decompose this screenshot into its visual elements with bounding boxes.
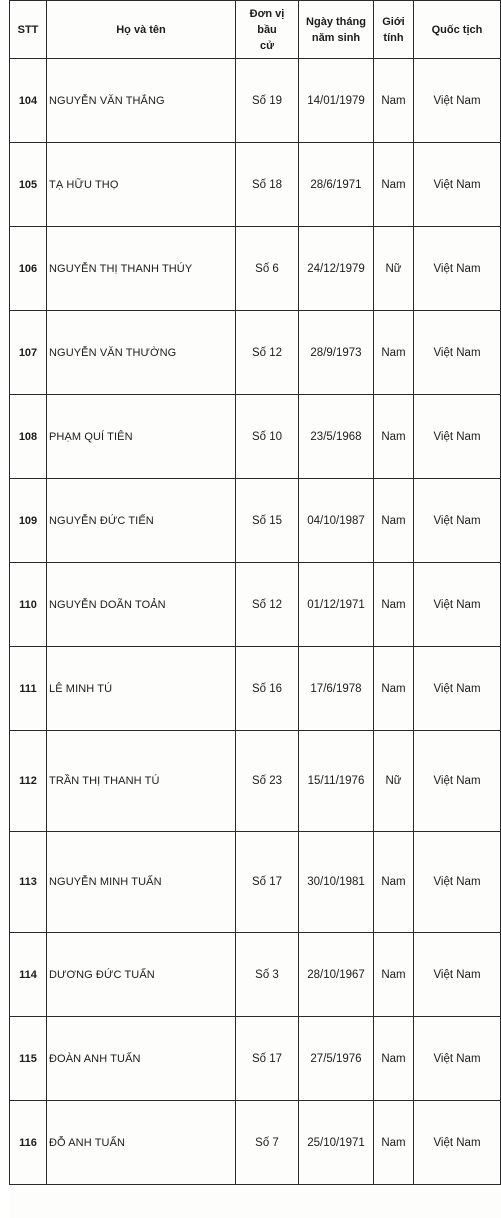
table-row	[10, 563, 501, 647]
cell-dob: 23/5/1968	[299, 395, 374, 479]
cell-unit: Số 7	[236, 1101, 299, 1185]
cell-nation: Việt Nam	[414, 479, 501, 563]
cell-stt: 108	[10, 395, 47, 479]
cell-nation: Việt Nam	[414, 1101, 501, 1185]
cell-unit: Số 23	[236, 731, 299, 832]
cell-dob: 17/6/1978	[299, 647, 374, 731]
cell-stt: 105	[10, 143, 47, 227]
header-unit	[236, 1, 299, 59]
cell-gender: Nam	[374, 647, 414, 731]
document-page	[9, 0, 501, 1218]
cell-nation: Việt Nam	[414, 311, 501, 395]
cell-unit: Số 17	[236, 832, 299, 933]
cell-dob: 25/10/1971	[299, 1101, 374, 1185]
cell-dob: 01/12/1971	[299, 563, 374, 647]
cell-gender: Nữ	[374, 731, 414, 832]
table-row	[10, 1101, 501, 1185]
cell-unit: Số 10	[236, 395, 299, 479]
cell-dob: 24/12/1979	[299, 227, 374, 311]
cell-unit: Số 17	[236, 1017, 299, 1101]
cell-name: ĐOÀN ANH TUẤN	[47, 1017, 236, 1101]
cell-name: TẠ HỮU THỌ	[47, 143, 236, 227]
header-unit-line1: Đơn vị bầu	[249, 7, 285, 36]
header-gender-line1: Giới	[382, 15, 405, 28]
cell-unit: Số 15	[236, 479, 299, 563]
cell-gender: Nam	[374, 1017, 414, 1101]
cell-name: NGUYỄN VĂN THẮNG	[47, 59, 236, 143]
cell-nation: Việt Nam	[414, 731, 501, 832]
candidate-table	[9, 0, 501, 1185]
cell-nation: Việt Nam	[414, 1017, 501, 1101]
cell-stt: 104	[10, 59, 47, 143]
table-row	[10, 933, 501, 1017]
cell-dob: 15/11/1976	[299, 731, 374, 832]
cell-nation: Việt Nam	[414, 59, 501, 143]
cell-gender: Nam	[374, 933, 414, 1017]
cell-dob: 30/10/1981	[299, 832, 374, 933]
cell-stt: 110	[10, 563, 47, 647]
cell-gender: Nam	[374, 479, 414, 563]
table-row	[10, 1017, 501, 1101]
cell-dob: 28/9/1973	[299, 311, 374, 395]
cell-nation: Việt Nam	[414, 563, 501, 647]
cell-unit: Số 19	[236, 59, 299, 143]
cell-name: PHẠM QUÍ TIÊN	[47, 395, 236, 479]
cell-name: NGUYỄN THỊ THANH THÚY	[47, 227, 236, 311]
cell-stt: 109	[10, 479, 47, 563]
cell-name: NGUYỄN MINH TUẤN	[47, 832, 236, 933]
cell-nation: Việt Nam	[414, 933, 501, 1017]
cell-name: TRẦN THỊ THANH TÚ	[47, 731, 236, 832]
header-dob	[299, 1, 374, 59]
table-row	[10, 832, 501, 933]
cell-stt: 106	[10, 227, 47, 311]
cell-dob: 14/01/1979	[299, 59, 374, 143]
cell-nation: Việt Nam	[414, 832, 501, 933]
cell-gender: Nam	[374, 395, 414, 479]
cell-stt: 114	[10, 933, 47, 1017]
table-row	[10, 59, 501, 143]
cell-unit: Số 18	[236, 143, 299, 227]
cell-name: NGUYỄN VĂN THƯỜNG	[47, 311, 236, 395]
cell-stt: 113	[10, 832, 47, 933]
table-row	[10, 647, 501, 731]
cell-stt: 107	[10, 311, 47, 395]
table-row	[10, 395, 501, 479]
table-row	[10, 479, 501, 563]
cell-unit: Số 12	[236, 563, 299, 647]
cell-nation: Việt Nam	[414, 143, 501, 227]
cell-name: NGUYỄN DOÃN TOẢN	[47, 563, 236, 647]
cell-name: NGUYỄN ĐỨC TIẾN	[47, 479, 236, 563]
table-header-row	[10, 1, 501, 59]
cell-stt: 111	[10, 647, 47, 731]
header-nation: Quốc tịch	[414, 1, 501, 59]
cell-name: LÊ MINH TÚ	[47, 647, 236, 731]
cell-stt: 115	[10, 1017, 47, 1101]
cell-gender: Nam	[374, 311, 414, 395]
cell-unit: Số 3	[236, 933, 299, 1017]
cell-nation: Việt Nam	[414, 647, 501, 731]
cell-dob: 04/10/1987	[299, 479, 374, 563]
cell-name: ĐỖ ANH TUẤN	[47, 1101, 236, 1185]
header-dob-line1: Ngày tháng	[306, 15, 366, 28]
cell-gender: Nam	[374, 832, 414, 933]
cell-unit: Số 16	[236, 647, 299, 731]
cell-gender: Nam	[374, 1101, 414, 1185]
header-dob-line2: năm sinh	[311, 31, 361, 44]
header-gender-line2: tính	[383, 31, 404, 44]
header-unit-line2: cử	[259, 39, 275, 52]
cell-name: DƯƠNG ĐỨC TUẤN	[47, 933, 236, 1017]
cell-stt: 116	[10, 1101, 47, 1185]
cell-unit: Số 6	[236, 227, 299, 311]
table-row	[10, 731, 501, 832]
header-name: Họ và tên	[47, 1, 236, 59]
table-row	[10, 227, 501, 311]
cell-dob: 28/6/1971	[299, 143, 374, 227]
cell-nation: Việt Nam	[414, 395, 501, 479]
cell-dob: 28/10/1967	[299, 933, 374, 1017]
cell-dob: 27/5/1976	[299, 1017, 374, 1101]
cell-unit: Số 12	[236, 311, 299, 395]
cell-stt: 112	[10, 731, 47, 832]
cell-gender: Nữ	[374, 227, 414, 311]
cell-nation: Việt Nam	[414, 227, 501, 311]
header-stt: STT	[10, 1, 47, 59]
cell-gender: Nam	[374, 143, 414, 227]
cell-gender: Nam	[374, 563, 414, 647]
table-row	[10, 143, 501, 227]
cell-gender: Nam	[374, 59, 414, 143]
table-row	[10, 311, 501, 395]
header-gender	[374, 1, 414, 59]
